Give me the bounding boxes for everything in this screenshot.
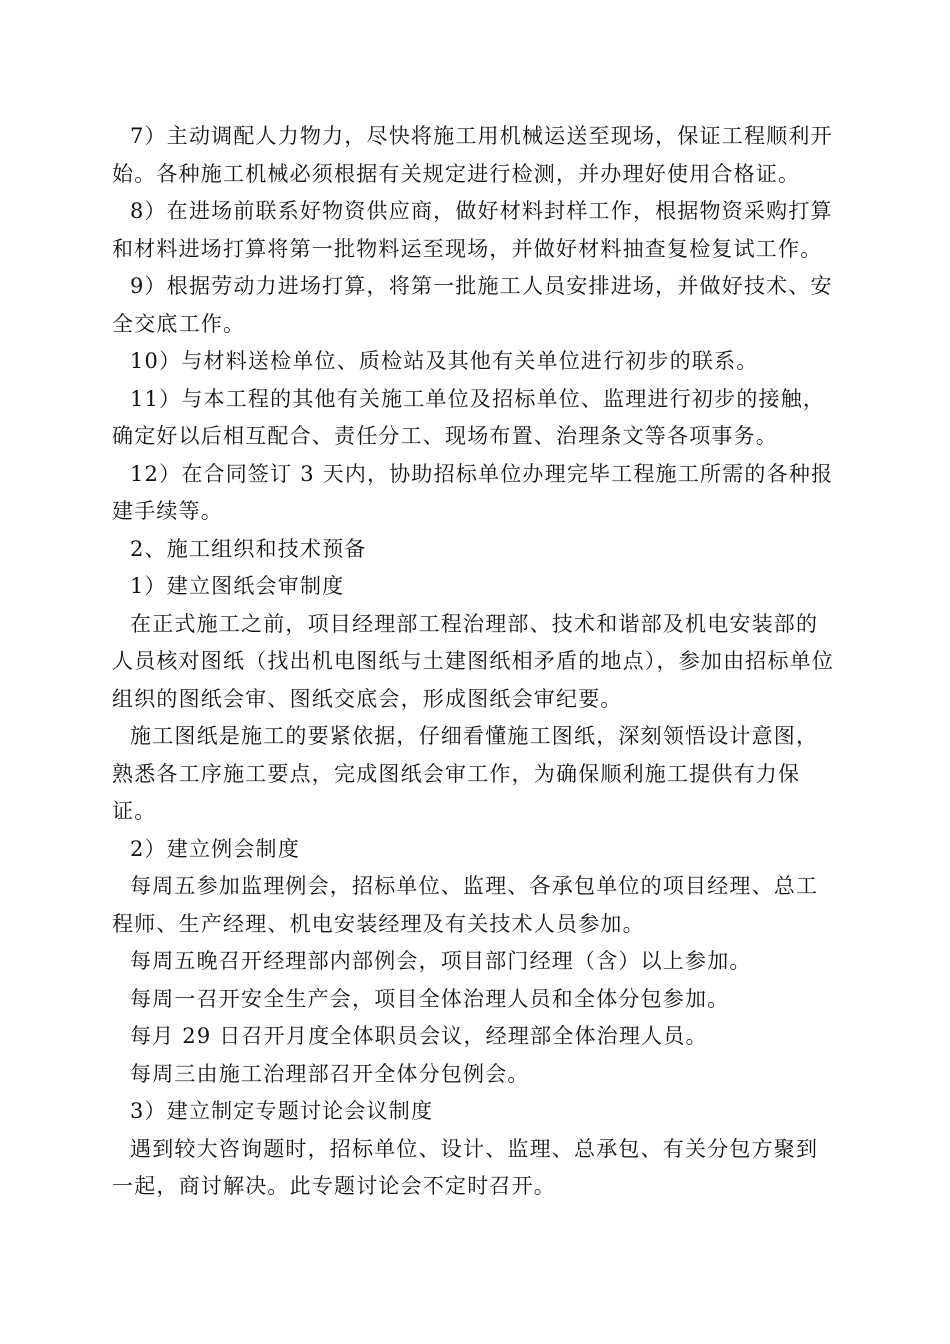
paragraph-item-12: 12）在合同签订 3 天内，协助招标单位办理完毕工程施工所需的各种报建手续等。 — [112, 461, 834, 523]
subheading-special-meeting-system: 3）建立制定专题讨论会议制度 — [130, 1099, 434, 1123]
subheading-regular-meeting-system: 2）建立例会制度 — [130, 836, 300, 861]
paragraph-monday-safety-meeting: 每周一召开安全生产会，项目全体治理人员和全体分包参加。 — [130, 986, 730, 1011]
paragraph-drawing-review: 在正式施工之前，项目经理部工程治理部、技术和谐部及机电安装部的人员核对图纸（找出机电图纸与土建图纸相矛盾的地点），参加由招标单位组织的图纸会审、图纸交底会，形成图纸会审纪要。 — [112, 611, 835, 711]
paragraph-special-meeting: 遇到较大咨询题时，招标单位、设计、监理、总承包、有关分包方聚到一起，商讨解决。此专题讨论会不定时召开。 — [112, 1136, 819, 1198]
paragraph-item-8: 8）在进场前联系好物资供应商，做好材料封样工作，根据物资采购打算和材料进场打算将第一批物料运至现场，并做好材料抽查复检复试工作。 — [112, 199, 833, 261]
paragraph-monthly-staff-meeting: 每月 29 日召开月度全体职员会议，经理部全体治理人员。 — [130, 1024, 708, 1048]
paragraph-wednesday-subcontract-meeting: 每周三由施工治理部召开全体分包例会。 — [130, 1061, 530, 1086]
subheading-drawing-review-system: 1）建立图纸会审制度 — [130, 574, 345, 598]
paragraph-item-10: 10）与材料送检单位、质检站及其他有关单位进行初步的联系。 — [130, 349, 759, 373]
section-heading-construction-organization: 2、施工组织和技术预备 — [130, 536, 367, 561]
paragraph-item-7: 7）主动调配人力物力，尽快将施工用机械运送至现场，保证工程顺利开始。各种施工机械必须根据有关规定进行检测，并办理好使用合格证。 — [112, 124, 833, 186]
paragraph-item-11: 11）与本工程的其他有关施工单位及招标单位、监理进行初步的接触，确定好以后相互配合、责任分工、现场布置、治理条文等各项事务。 — [112, 386, 826, 448]
paragraph-construction-drawings: 施工图纸是施工的要紧依据，仔细看懂施工图纸，深刻领悟设计意图，熟悉各工序施工要点，完成图纸会审工作，为确保顺利施工提供有力保证。 — [112, 724, 819, 823]
document-body — [112, 118, 838, 1206]
paragraph-friday-internal-meeting: 每周五晚召开经理部内部例会，项目部门经理（含）以上参加。 — [130, 949, 752, 973]
paragraph-item-9: 9）根据劳动力进场打算，将第一批施工人员安排进场，并做好技术、安全交底工作。 — [112, 274, 833, 336]
paragraph-friday-supervision-meeting: 每周五参加监理例会，招标单位、监理、各承包单位的项目经理、总工程师、生产经理、机电安装经理及有关技术人员参加。 — [112, 874, 819, 936]
